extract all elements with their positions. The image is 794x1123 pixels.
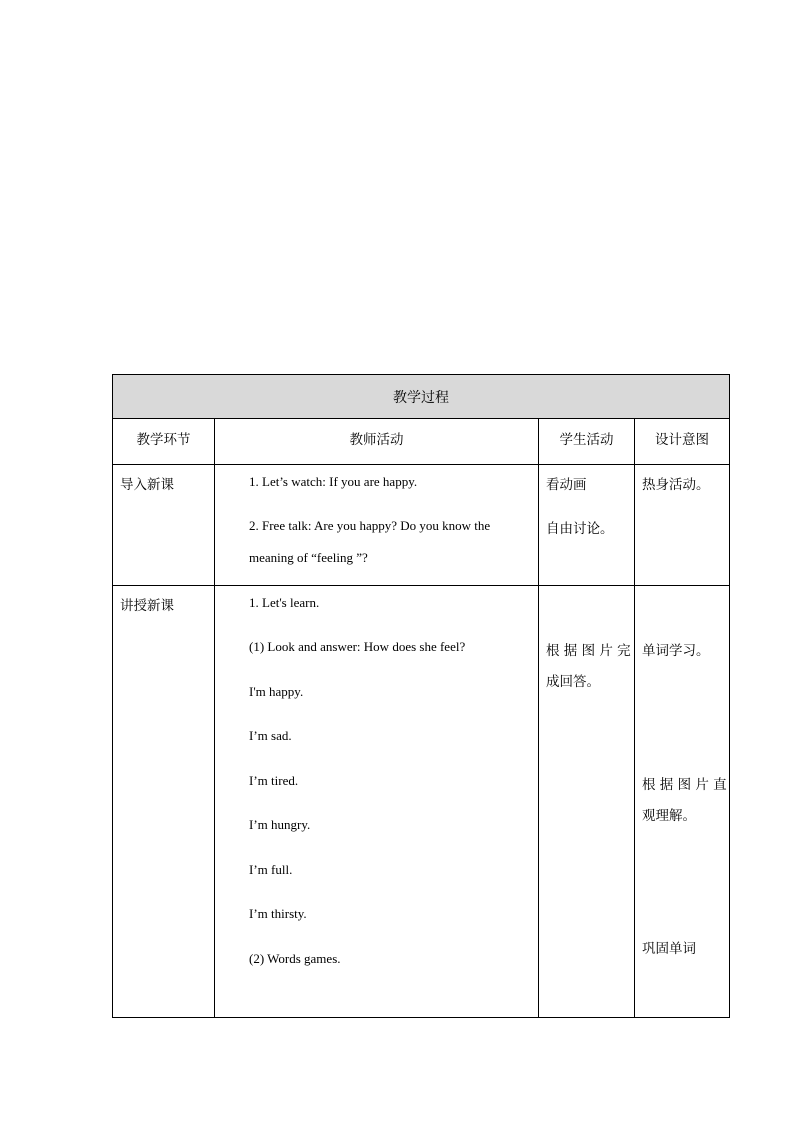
row2-stage: 讲授新课 (120, 598, 174, 614)
row1-student-line: 自由讨论。 (546, 521, 614, 537)
header-student-activity: 学生活动 (559, 432, 614, 448)
teacher-line: I’m hungry. (249, 817, 311, 832)
teacher-line: I’m sad. (249, 728, 292, 743)
teaching-process-table (112, 374, 730, 1018)
teacher-line: 1. Let's learn. (249, 595, 320, 610)
teacher-line: 1. Let’s watch: If you are happy. (249, 474, 418, 489)
row2-design-line: 巩固单词 (642, 941, 696, 957)
teacher-line: meaning of “feeling ”? (249, 550, 368, 565)
header-teacher-activity: 教师活动 (349, 432, 404, 448)
teacher-line: (1) Look and answer: How does she feel? (249, 639, 466, 654)
column-divider (538, 419, 539, 1017)
teacher-line: I’m thirsty. (249, 906, 307, 921)
row2-student-line: 根 据 图 片 完 (546, 643, 631, 659)
row-divider (113, 464, 729, 465)
column-divider (634, 419, 635, 1017)
column-divider (214, 419, 215, 1017)
row-divider (113, 585, 729, 586)
teacher-line: I’m tired. (249, 773, 299, 788)
row2-design-line: 单词学习。 (642, 643, 710, 659)
row2-design-line: 观理解。 (642, 808, 696, 824)
teacher-line: (2) Words games. (249, 951, 341, 966)
header-design-intent: 设计意图 (655, 432, 709, 448)
teacher-line: 2. Free talk: Are you happy? Do you know the (249, 518, 491, 533)
row1-design-intent: 热身活动。 (642, 477, 710, 493)
header-stage: 教学环节 (136, 432, 191, 448)
row1-stage: 导入新课 (120, 477, 174, 493)
teacher-line: I’m full. (249, 862, 293, 877)
row2-design-line: 根 据 图 片 直 (642, 777, 727, 793)
row2-student-line: 成回答。 (546, 674, 600, 690)
table-title: 教学过程 (113, 375, 729, 419)
teacher-line: I'm happy. (249, 684, 304, 699)
row1-student-line: 看动画 (546, 477, 587, 493)
